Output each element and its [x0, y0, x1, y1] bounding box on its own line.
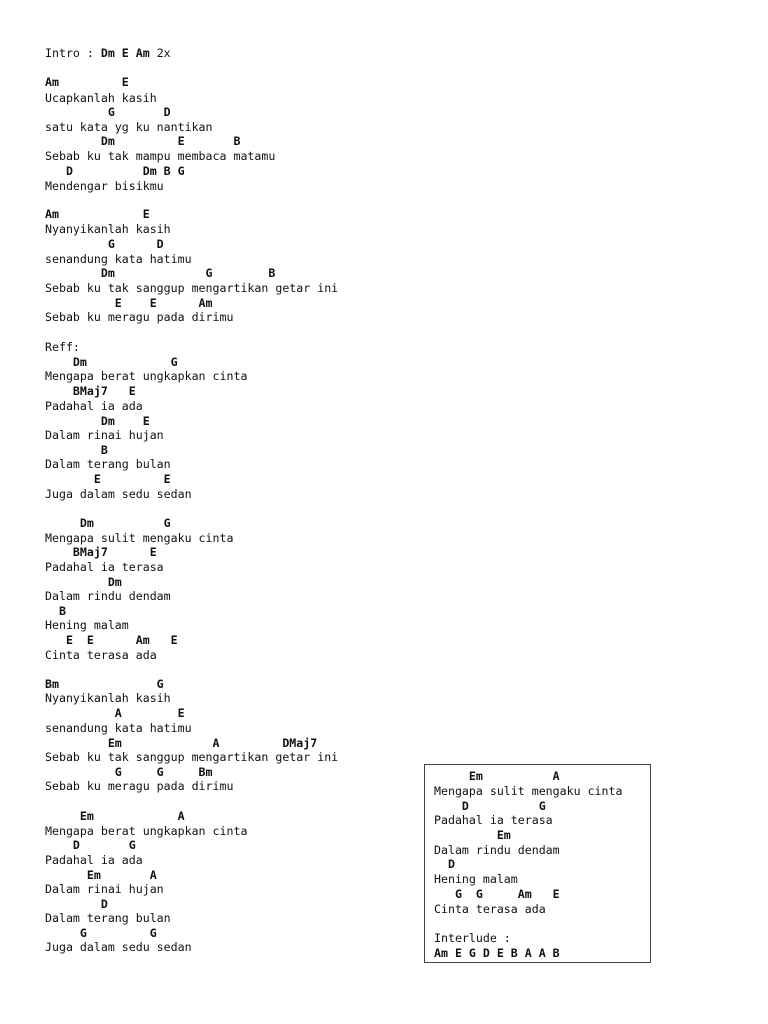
chord-line: D G: [45, 838, 136, 852]
lyric-line: Dalam rinai hujan: [45, 882, 164, 896]
lyric-line: Hening malam: [434, 872, 518, 886]
chord-line: Dm G B: [45, 266, 276, 280]
lyric-line: Padahal ia terasa: [45, 560, 164, 574]
chord-line: G G Bm: [45, 765, 213, 779]
lyric-line: Juga dalam sedu sedan: [45, 487, 192, 501]
chord-line: G D: [45, 237, 164, 251]
lyric-line: Padahal ia terasa: [434, 813, 553, 827]
chord-line: Em: [434, 828, 511, 842]
lyric-line: Sebab ku meragu pada dirimu: [45, 310, 234, 324]
lyric-line: senandung kata hatimu: [45, 252, 192, 266]
chord-line: E E: [45, 472, 171, 486]
lyric-line: satu kata yg ku nantikan: [45, 120, 213, 134]
chord-line: B: [45, 604, 66, 618]
chord-line: G G Am E: [434, 887, 560, 901]
lyric-line: Mendengar bisikmu: [45, 179, 164, 193]
lyric-line: Dalam rindu dendam: [45, 589, 171, 603]
lyric-line: Padahal ia ada: [45, 399, 143, 413]
lyric-line: Nyanyikanlah kasih: [45, 222, 171, 236]
lyric-line: Mengapa berat ungkapkan cinta: [45, 824, 248, 838]
interlude-label: Interlude :: [434, 931, 511, 945]
lyric-line: Mengapa sulit mengaku cinta: [45, 531, 234, 545]
chord-line: Dm: [45, 575, 122, 589]
chord-line: Am E: [45, 75, 129, 89]
lyric-line: Dalam terang bulan: [45, 457, 171, 471]
chord-line: A E: [45, 706, 185, 720]
chord-line: D Dm B G: [45, 164, 185, 178]
lyric-line: Dalam terang bulan: [45, 911, 171, 925]
chord-line: Em A: [45, 809, 185, 823]
chord-line: E E Am E: [45, 633, 178, 647]
chord-line: Dm G: [45, 355, 178, 369]
chord-line: G D: [45, 105, 171, 119]
reff-label: Reff:: [45, 340, 80, 354]
lyric-line: Dalam rinai hujan: [45, 428, 164, 442]
intro-line: [45, 46, 171, 60]
intro-label: Intro :: [45, 46, 101, 60]
lyric-line: Mengapa sulit mengaku cinta: [434, 784, 623, 798]
intro-chords: Dm E Am: [100, 46, 150, 60]
chord-line: Em A: [434, 769, 560, 783]
lyric-line: Hening malam: [45, 618, 129, 632]
chord-line: E E Am: [45, 296, 213, 310]
chord-line: BMaj7 E: [45, 545, 157, 559]
chord-line: D: [45, 897, 108, 911]
chord-line: Em A DMaj7: [45, 736, 318, 750]
lyric-line: senandung kata hatimu: [45, 721, 192, 735]
chord-line: Em A: [45, 868, 157, 882]
lyric-line: Padahal ia ada: [45, 853, 143, 867]
lyric-line: Sebab ku tak sanggup mengartikan getar ini: [45, 281, 339, 295]
lyric-line: Sebab ku tak mampu membaca matamu: [45, 149, 276, 163]
chord-line: Dm E B: [45, 134, 241, 148]
lyric-line: Mengapa berat ungkapkan cinta: [45, 369, 248, 383]
lyric-line: Ucapkanlah kasih: [45, 91, 157, 105]
lyric-line: Cinta terasa ada: [45, 648, 157, 662]
chord-line: D G: [434, 799, 546, 813]
chord-line: Dm E: [45, 414, 150, 428]
chord-line: Am E: [45, 207, 150, 221]
chord-line: BMaj7 E: [45, 384, 136, 398]
lyric-line: Cinta terasa ada: [434, 902, 546, 916]
lyric-line: Juga dalam sedu sedan: [45, 940, 192, 954]
lyric-line: Sebab ku meragu pada dirimu: [45, 779, 234, 793]
chord-line: Dm G: [45, 516, 171, 530]
lyric-line: Dalam rindu dendam: [434, 843, 560, 857]
interlude-chords: Am E G D E B A A B: [434, 946, 560, 960]
chord-line: Bm G: [45, 677, 164, 691]
lyric-line: Nyanyikanlah kasih: [45, 691, 171, 705]
chord-line: D: [434, 857, 455, 871]
chord-line: G G: [45, 926, 157, 940]
lyric-line: Sebab ku tak sanggup mengartikan getar ini: [45, 750, 339, 764]
intro-repeat: 2x: [149, 46, 171, 60]
chord-line: B: [45, 443, 108, 457]
